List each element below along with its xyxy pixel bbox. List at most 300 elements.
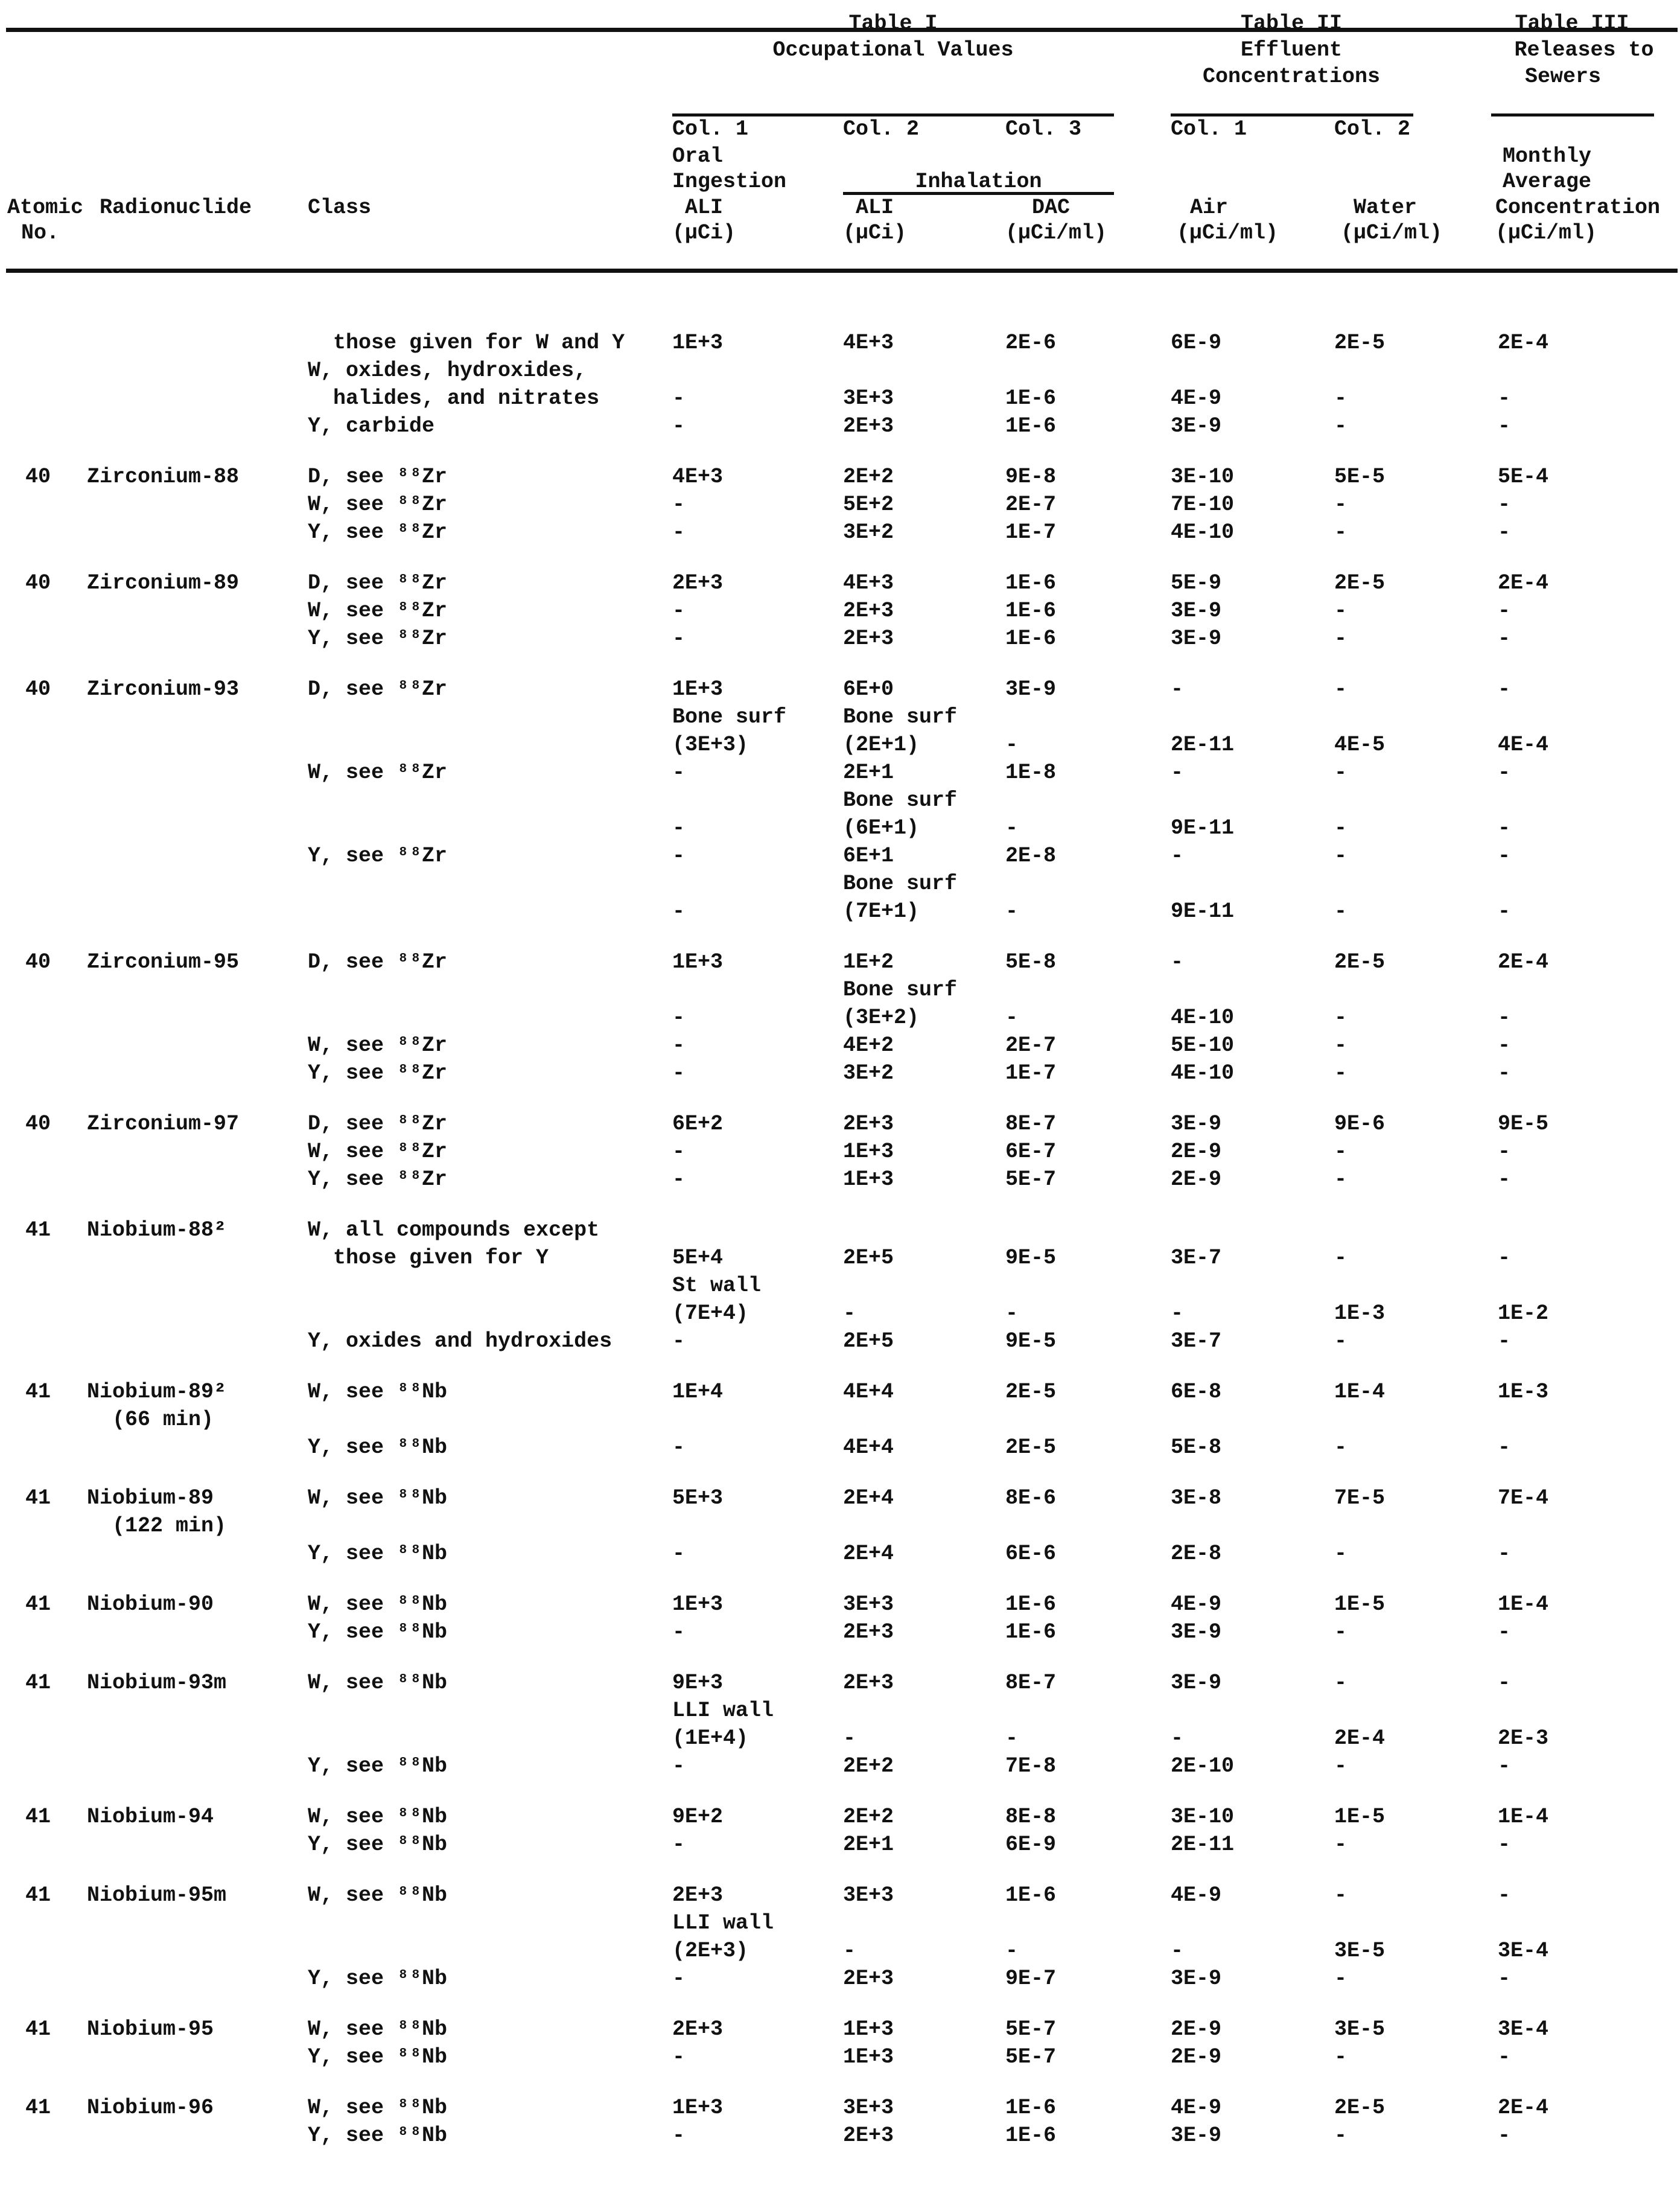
cell-inhal-dac: 2E-5	[1005, 1380, 1057, 1404]
cell-inhal-dac: 2E-8	[1005, 844, 1057, 868]
cell-air: -	[1171, 950, 1184, 974]
cell-inhal-dac: 9E-7	[1005, 1967, 1057, 1991]
cell-radionuclide: Zirconium-95	[87, 950, 240, 974]
cell-class: W, see ⁸⁸Zr	[308, 599, 448, 623]
cell-inhal-dac: 1E-6	[1005, 571, 1057, 595]
cell-sewer: -	[1498, 816, 1511, 840]
nuclide-group	[0, 463, 1680, 546]
cell-inhal-ali: 2E+4	[843, 1486, 894, 1510]
table-row	[0, 1272, 1680, 1300]
cell-oral-ali: -	[672, 1435, 686, 1460]
cell-inhal-dac: 5E-7	[1005, 1167, 1057, 1192]
cell-sewer: -	[1498, 2045, 1511, 2069]
cell-water: 4E-5	[1334, 733, 1386, 757]
table-row	[0, 948, 1680, 976]
cell-air: 4E-10	[1171, 1006, 1235, 1030]
cell-inhal-ali: 2E+2	[843, 1754, 894, 1778]
cell-inhal-dac: -	[1005, 1301, 1019, 1326]
cell-inhal-dac: 1E-6	[1005, 386, 1057, 410]
cell-sewer: 5E-4	[1498, 465, 1549, 489]
cell-water: 5E-5	[1334, 465, 1386, 489]
cell-inhal-ali: 4E+4	[843, 1435, 894, 1460]
cell-sewer: -	[1498, 599, 1511, 623]
cell-radionuclide: Niobium-89	[87, 1486, 214, 1510]
cell-sewer: -	[1498, 1967, 1511, 1991]
cell-air: -	[1171, 844, 1184, 868]
cell-inhal-ali: 4E+2	[843, 1033, 894, 1058]
table-row	[0, 625, 1680, 652]
cell-water: -	[1334, 1754, 1348, 1778]
cell-air: 3E-9	[1171, 1967, 1222, 1991]
table-row	[0, 1540, 1680, 1568]
cell-radionuclide: Niobium-95m	[87, 1883, 227, 1907]
cell-water: 1E-5	[1334, 1592, 1386, 1616]
cell-air: 3E-9	[1171, 1620, 1222, 1644]
cell-water: 7E-5	[1334, 1486, 1386, 1510]
atomic-no-header: No.	[21, 221, 60, 245]
cell-water: -	[1334, 1833, 1348, 1857]
t2c2-col: Col. 2	[1334, 117, 1411, 141]
cell-sewer: 2E-3	[1498, 1726, 1549, 1750]
cell-inhal-ali: 2E+3	[843, 2123, 894, 2148]
cell-oral-ali: 1E+3	[672, 331, 724, 355]
cell-sewer: -	[1498, 1620, 1511, 1644]
t1c2-col: Col. 2	[843, 117, 920, 141]
cell-class: Y, see ⁸⁸Nb	[308, 2045, 448, 2069]
t1c1-col: Col. 1	[672, 117, 749, 141]
nuclide-group	[0, 2015, 1680, 2071]
cell-water: -	[1334, 844, 1348, 868]
table-row	[0, 1590, 1680, 1618]
cell-radionuclide: (66 min)	[87, 1408, 214, 1432]
cell-oral-ali: 1E+3	[672, 950, 724, 974]
cell-inhal-ali: 1E+2	[843, 950, 894, 974]
cell-oral-ali: (1E+4)	[672, 1726, 749, 1750]
cell-air: 7E-10	[1171, 493, 1235, 517]
cell-class: Y, see ⁸⁸Nb	[308, 1542, 448, 1566]
nuclide-group	[0, 569, 1680, 652]
cell-oral-ali: -	[672, 627, 686, 651]
cell-water: 2E-5	[1334, 571, 1386, 595]
cell-air: 2E-9	[1171, 1140, 1222, 1164]
cell-inhal-dac: 8E-6	[1005, 1486, 1057, 1510]
cell-oral-ali: LLI wall	[672, 1699, 774, 1723]
cell-water: -	[1334, 677, 1348, 701]
table-row	[0, 1752, 1680, 1780]
cell-air: 2E-9	[1171, 2017, 1222, 2041]
cell-sewer: -	[1498, 414, 1511, 438]
table-row	[0, 2094, 1680, 2122]
cell-inhal-dac: 8E-7	[1005, 1671, 1057, 1695]
cell-sewer: 3E-4	[1498, 1939, 1549, 1963]
cell-atomic-no: 40	[25, 1112, 51, 1136]
cell-inhal-ali: 2E+2	[843, 1805, 894, 1829]
cell-air: -	[1171, 761, 1184, 785]
cell-atomic-no: 41	[25, 1671, 51, 1695]
cell-class: W, oxides, hydroxides,	[308, 359, 587, 383]
nuclide-group	[0, 675, 1680, 925]
cell-water: 1E-3	[1334, 1301, 1386, 1326]
cell-air: 2E-8	[1171, 1542, 1222, 1566]
cell-class: W, see ⁸⁸Nb	[308, 1592, 448, 1616]
cell-class: Y, oxides and hydroxides	[308, 1329, 612, 1353]
cell-oral-ali: -	[672, 2123, 686, 2148]
cell-oral-ali: (3E+3)	[672, 733, 749, 757]
t1c2-unit: (µCi)	[843, 221, 907, 245]
cell-air: 3E-7	[1171, 1246, 1222, 1270]
cell-radionuclide: Zirconium-93	[87, 677, 240, 701]
cell-oral-ali: -	[672, 2045, 686, 2069]
cell-water: -	[1334, 414, 1348, 438]
nuclide-group	[0, 1216, 1680, 1355]
cell-air: 9E-11	[1171, 899, 1235, 924]
cell-class: halides, and nitrates	[308, 386, 600, 410]
cell-air: 3E-9	[1171, 627, 1222, 651]
table-row	[0, 1618, 1680, 1646]
table-row	[0, 1032, 1680, 1059]
cell-oral-ali: LLI wall	[672, 1911, 774, 1935]
cell-class: W, see ⁸⁸Nb	[308, 1805, 448, 1829]
cell-class: Y, see ⁸⁸Nb	[308, 1833, 448, 1857]
cell-inhal-dac: 2E-7	[1005, 1033, 1057, 1058]
cell-atomic-no: 41	[25, 1380, 51, 1404]
table-row	[0, 786, 1680, 814]
cell-inhal-ali: 2E+3	[843, 599, 894, 623]
cell-inhal-ali: Bone surf	[843, 978, 958, 1002]
cell-sewer: -	[1498, 844, 1511, 868]
cell-water: -	[1334, 1140, 1348, 1164]
table-row	[0, 1059, 1680, 1087]
table-row	[0, 703, 1680, 731]
cell-atomic-no: 41	[25, 1883, 51, 1907]
cell-oral-ali: 5E+4	[672, 1246, 724, 1270]
cell-inhal-dac: 7E-8	[1005, 1754, 1057, 1778]
cell-inhal-ali: -	[843, 1939, 856, 1963]
cell-water: -	[1334, 493, 1348, 517]
nuclide-group	[0, 1881, 1680, 1992]
table-row	[0, 1138, 1680, 1166]
cell-radionuclide: Zirconium-89	[87, 571, 240, 595]
cell-class: Y, see ⁸⁸Zr	[308, 627, 448, 651]
cell-oral-ali: -	[672, 844, 686, 868]
cell-sewer: -	[1498, 1542, 1511, 1566]
t1c1-unit: (µCi)	[672, 221, 736, 245]
cell-air: 5E-9	[1171, 571, 1222, 595]
cell-class: W, see ⁸⁸Zr	[308, 761, 448, 785]
cell-sewer: -	[1498, 2123, 1511, 2148]
cell-sewer: -	[1498, 761, 1511, 785]
cell-class: Y, see ⁸⁸Nb	[308, 1620, 448, 1644]
cell-water: 3E-5	[1334, 2017, 1386, 2041]
cell-inhal-dac: 8E-8	[1005, 1805, 1057, 1829]
cell-inhal-dac: 6E-6	[1005, 1542, 1057, 1566]
cell-sewer: 1E-3	[1498, 1380, 1549, 1404]
cell-oral-ali: -	[672, 414, 686, 438]
cell-sewer: 1E-4	[1498, 1805, 1549, 1829]
cell-air: 5E-10	[1171, 1033, 1235, 1058]
cell-oral-ali: 1E+4	[672, 1380, 724, 1404]
cell-oral-ali: -	[672, 1754, 686, 1778]
cell-air: 3E-10	[1171, 1805, 1235, 1829]
cell-inhal-ali: 2E+3	[843, 1112, 894, 1136]
table-row	[0, 569, 1680, 597]
table-row	[0, 357, 1680, 384]
t3-unit: (µCi/ml)	[1495, 221, 1597, 245]
t3-average: Average	[1503, 170, 1592, 194]
table-row	[0, 870, 1680, 898]
cell-oral-ali: -	[672, 761, 686, 785]
cell-sewer: -	[1498, 1435, 1511, 1460]
cell-radionuclide: Zirconium-97	[87, 1112, 240, 1136]
cell-sewer: 2E-4	[1498, 950, 1549, 974]
cell-inhal-dac: 5E-7	[1005, 2045, 1057, 2069]
cell-inhal-dac: -	[1005, 816, 1019, 840]
t2c1-unit: (µCi/ml)	[1177, 221, 1279, 245]
table-row	[0, 1004, 1680, 1032]
cell-atomic-no: 41	[25, 2017, 51, 2041]
table-row	[0, 842, 1680, 870]
cell-class: Y, see ⁸⁸Nb	[308, 1754, 448, 1778]
cell-radionuclide: Niobium-90	[87, 1592, 214, 1616]
table-row	[0, 1512, 1680, 1540]
cell-inhal-ali: 3E+3	[843, 386, 894, 410]
cell-inhal-dac: 1E-6	[1005, 2096, 1057, 2120]
cell-air: -	[1171, 1301, 1184, 1326]
table-row	[0, 1669, 1680, 1697]
cell-inhal-ali: 5E+2	[843, 493, 894, 517]
cell-inhal-dac: 5E-8	[1005, 950, 1057, 974]
t2c2-water: Water	[1354, 196, 1418, 220]
cell-sewer: -	[1498, 899, 1511, 924]
cell-class: W, see ⁸⁸Zr	[308, 493, 448, 517]
cell-water: -	[1334, 761, 1348, 785]
cell-inhal-dac: 8E-7	[1005, 1112, 1057, 1136]
cell-air: 4E-9	[1171, 386, 1222, 410]
cell-water: -	[1334, 899, 1348, 924]
cell-oral-ali: -	[672, 1033, 686, 1058]
cell-inhal-dac: 1E-6	[1005, 2123, 1057, 2148]
cell-inhal-dac: 1E-6	[1005, 1620, 1057, 1644]
cell-inhal-ali: 3E+3	[843, 1592, 894, 1616]
table-row	[0, 814, 1680, 842]
cell-inhal-ali: 6E+0	[843, 677, 894, 701]
table-row	[0, 1110, 1680, 1138]
t1c2-ali: ALI	[856, 196, 894, 220]
table2-subtitle-2: Concentrations	[1202, 65, 1381, 89]
cell-inhal-dac: 1E-6	[1005, 599, 1057, 623]
cell-oral-ali: 1E+3	[672, 2096, 724, 2120]
cell-oral-ali: -	[672, 1329, 686, 1353]
cell-oral-ali: 1E+3	[672, 1592, 724, 1616]
cell-oral-ali: 2E+3	[672, 571, 724, 595]
cell-class: D, see ⁸⁸Zr	[308, 571, 448, 595]
table-row	[0, 518, 1680, 546]
radionuclide-header: Radionuclide	[100, 196, 252, 220]
cell-inhal-ali: 3E+3	[843, 1883, 894, 1907]
table-row	[0, 1406, 1680, 1434]
table-row	[0, 1216, 1680, 1244]
cell-oral-ali: 6E+2	[672, 1112, 724, 1136]
cell-sewer: -	[1498, 1167, 1511, 1192]
cell-inhal-ali: (3E+2)	[843, 1006, 920, 1030]
cell-sewer: -	[1498, 493, 1511, 517]
table-row	[0, 1937, 1680, 1965]
cell-oral-ali: (7E+4)	[672, 1301, 749, 1326]
cell-water: -	[1334, 386, 1348, 410]
cell-water: 2E-5	[1334, 331, 1386, 355]
cell-atomic-no: 40	[25, 950, 51, 974]
cell-oral-ali: -	[672, 1061, 686, 1085]
cell-class: D, see ⁸⁸Zr	[308, 465, 448, 489]
t1c1-oral: Oral	[672, 144, 724, 168]
t1c3-unit: (µCi/ml)	[1005, 221, 1107, 245]
cell-inhal-ali: 4E+3	[843, 331, 894, 355]
cell-sewer: 2E-4	[1498, 571, 1549, 595]
cell-sewer: -	[1498, 1754, 1511, 1778]
cell-radionuclide: Niobium-95	[87, 2017, 214, 2041]
cell-class: Y, see ⁸⁸Zr	[308, 844, 448, 868]
cell-inhal-dac: 9E-5	[1005, 1329, 1057, 1353]
cell-radionuclide: Niobium-96	[87, 2096, 214, 2120]
t1c1-ali: ALI	[685, 196, 724, 220]
cell-inhal-ali: 1E+3	[843, 1167, 894, 1192]
cell-sewer: -	[1498, 1033, 1511, 1058]
table-body	[0, 329, 1680, 2172]
cell-atomic-no: 41	[25, 2096, 51, 2120]
cell-inhal-dac: 1E-6	[1005, 1883, 1057, 1907]
cell-oral-ali: 2E+3	[672, 1883, 724, 1907]
cell-water: 2E-4	[1334, 1726, 1386, 1750]
cell-water: -	[1334, 1246, 1348, 1270]
cell-air: 5E-8	[1171, 1435, 1222, 1460]
table-row	[0, 384, 1680, 412]
class-header: Class	[308, 196, 372, 220]
cell-air: 2E-11	[1171, 1833, 1235, 1857]
cell-inhal-ali: 2E+1	[843, 761, 894, 785]
cell-water: -	[1334, 1967, 1348, 1991]
cell-inhal-dac: 2E-6	[1005, 331, 1057, 355]
cell-inhal-dac: 1E-6	[1005, 627, 1057, 651]
cell-inhal-ali: (7E+1)	[843, 899, 920, 924]
cell-oral-ali: -	[672, 1006, 686, 1030]
cell-air: 3E-7	[1171, 1329, 1222, 1353]
cell-radionuclide: Zirconium-88	[87, 465, 240, 489]
cell-air: 4E-10	[1171, 520, 1235, 544]
cell-water: 2E-5	[1334, 950, 1386, 974]
cell-water: -	[1334, 1542, 1348, 1566]
cell-class: those given for Y	[308, 1246, 549, 1270]
cell-sewer: 1E-4	[1498, 1592, 1549, 1616]
cell-class: W, see ⁸⁸Nb	[308, 2096, 448, 2120]
cell-oral-ali: -	[672, 1620, 686, 1644]
cell-oral-ali: -	[672, 899, 686, 924]
cell-inhal-ali: 2E+2	[843, 465, 894, 489]
table-row	[0, 412, 1680, 440]
nuclide-group	[0, 1378, 1680, 1461]
cell-air: 2E-9	[1171, 2045, 1222, 2069]
table-row	[0, 1327, 1680, 1355]
t3-concentration: Concentration	[1495, 196, 1661, 220]
cell-class: D, see ⁸⁸Zr	[308, 1112, 448, 1136]
cell-inhal-ali: 2E+4	[843, 1542, 894, 1566]
cell-oral-ali: 4E+3	[672, 465, 724, 489]
cell-inhal-ali: 1E+3	[843, 1140, 894, 1164]
table-row	[0, 1831, 1680, 1858]
cell-sewer: -	[1498, 677, 1511, 701]
cell-water: -	[1334, 1883, 1348, 1907]
cell-air: 6E-8	[1171, 1380, 1222, 1404]
cell-oral-ali: -	[672, 1833, 686, 1857]
cell-class: W, all compounds except	[308, 1218, 600, 1242]
cell-oral-ali: -	[672, 386, 686, 410]
cell-air: 2E-10	[1171, 1754, 1235, 1778]
cell-class: W, see ⁸⁸Zr	[308, 1140, 448, 1164]
cell-inhal-ali: 1E+3	[843, 2045, 894, 2069]
cell-inhal-dac: 5E-7	[1005, 2017, 1057, 2041]
cell-inhal-ali: Bone surf	[843, 788, 958, 812]
cell-sewer: 3E-4	[1498, 2017, 1549, 2041]
table-row	[0, 2122, 1680, 2149]
cell-inhal-ali: 2E+3	[843, 1671, 894, 1695]
cell-water: -	[1334, 1329, 1348, 1353]
nuclide-group	[0, 329, 1680, 440]
cell-sewer: -	[1498, 1671, 1511, 1695]
table2-subtitle-1: Effluent	[1240, 38, 1343, 62]
cell-class: Y, see ⁸⁸Nb	[308, 2123, 448, 2148]
cell-oral-ali: 5E+3	[672, 1486, 724, 1510]
cell-air: 2E-9	[1171, 1167, 1222, 1192]
table-row	[0, 759, 1680, 786]
table-row	[0, 463, 1680, 491]
cell-oral-ali: 9E+2	[672, 1805, 724, 1829]
cell-air: 6E-9	[1171, 331, 1222, 355]
cell-sewer: 2E-4	[1498, 2096, 1549, 2120]
cell-inhal-dac: 2E-7	[1005, 493, 1057, 517]
cell-oral-ali: 1E+3	[672, 677, 724, 701]
t3-monthly: Monthly	[1503, 144, 1592, 168]
cell-inhal-dac: 1E-6	[1005, 414, 1057, 438]
cell-oral-ali: (2E+3)	[672, 1939, 749, 1963]
cell-inhal-ali: 6E+1	[843, 844, 894, 868]
table3-rule	[1491, 113, 1654, 116]
cell-class: W, see ⁸⁸Nb	[308, 1883, 448, 1907]
cell-radionuclide: (122 min)	[87, 1514, 227, 1538]
cell-oral-ali: Bone surf	[672, 705, 787, 729]
cell-inhal-dac: -	[1005, 899, 1019, 924]
cell-inhal-ali: 1E+3	[843, 2017, 894, 2041]
cell-inhal-ali: -	[843, 1301, 856, 1326]
table-row	[0, 1484, 1680, 1512]
cell-atomic-no: 41	[25, 1486, 51, 1510]
cell-class: W, see ⁸⁸Nb	[308, 1671, 448, 1695]
cell-atomic-no: 41	[25, 1218, 51, 1242]
cell-inhal-ali: 2E+3	[843, 414, 894, 438]
t2c2-unit: (µCi/ml)	[1341, 221, 1443, 245]
cell-sewer: 7E-4	[1498, 1486, 1549, 1510]
table-row	[0, 1881, 1680, 1909]
cell-air: -	[1171, 677, 1184, 701]
cell-water: -	[1334, 1006, 1348, 1030]
cell-oral-ali: -	[672, 599, 686, 623]
cell-water: 1E-5	[1334, 1805, 1386, 1829]
cell-inhal-dac: 1E-6	[1005, 1592, 1057, 1616]
cell-air: 3E-9	[1171, 2123, 1222, 2148]
cell-air: 3E-10	[1171, 465, 1235, 489]
cell-sewer: 9E-5	[1498, 1112, 1549, 1136]
cell-water: -	[1334, 1435, 1348, 1460]
cell-inhal-dac: -	[1005, 1726, 1019, 1750]
cell-inhal-dac: 6E-9	[1005, 1833, 1057, 1857]
